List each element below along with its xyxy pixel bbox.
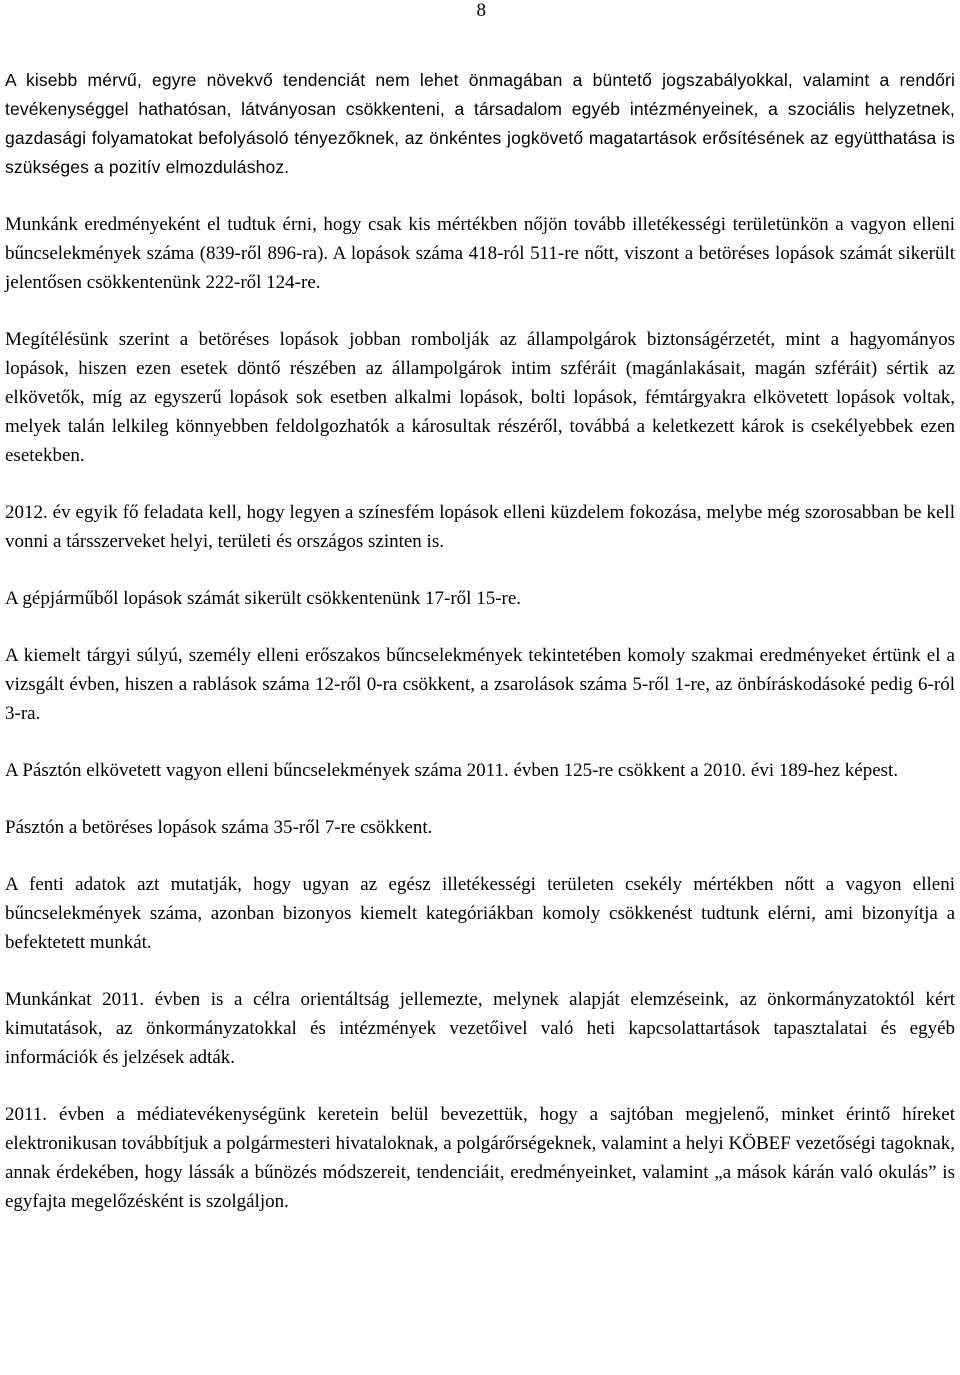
paragraph-property-crimes: Munkánk eredményeként el tudtuk érni, hogy csak kis mértékben nőjön tovább illetékességi területünkön a vagyon elleni bűncselekmények száma (839-ről 896-ra). A lopások száma 418-ról 511-re nőtt, viszont a betöréses lopások számát sikerült jelentősen csökkentenünk 222-ről 124-re. — [5, 214, 955, 293]
paragraph-trend: A kisebb mérvű, egyre növekvő tendenciát nem lehet önmagában a büntető jogszabályokkal, valamint a rendőri tevékenységgel hathatósan, látványosan csökkenteni, a társadalom egyéb intézményeinek, a szociális helyzetnek, gazdasági folyamatokat befolyásoló tényezőknek, az önkéntes jogkövető magatartások erősítésének az együtthatása is szükséges a pozitív elmozduláshoz. — [5, 70, 955, 177]
paragraph-media-activity: 2011. évben a médiatevékenységünk keretein belül bevezettük, hogy a sajtóban megjelenő, minket érintő híreket elektronikusan továbbítjuk a polgármesteri hivataloknak, a polgárőrségeknek, valamint a helyi KÖBEF vezetőségi tagoknak, annak érdekében, hogy lássák a bűnözés módszereit, tendenciáit, eredményeinket, valamint „a mások kárán való okulás” is egyfajta megelőzésként is szolgáljon. — [5, 1104, 955, 1212]
document-body — [5, 66, 955, 1216]
paragraph-paszto-property: A Pásztón elkövetett vagyon elleni bűncselekmények száma 2011. évben 125-re csökkent a 2010. évi 189-hez képest. — [5, 760, 899, 781]
page-number: 8 — [476, 0, 486, 21]
paragraph-violent-crimes: A kiemelt tárgyi súlyú, személy elleni erőszakos bűncselekmények tekintetében komoly szakmai eredményeket értünk el a vizsgált évben, hiszen a rablások száma 12-ről 0-ra csökkent, a zsarolások száma 5-ről 1-re, az önbíráskodásoké pedig 6-ról 3-ra. — [5, 645, 955, 724]
paragraph-work-orientation: Munkánkat 2011. évben is a célra orientáltság jellemezte, melynek alapját elemzéseink, az önkormányzatoktól kért kimutatások, az önkormányzatokkal és intézmények vezetőivel való heti kapcsolattartások tapasztalatai és egyéb információk és jelzések adták. — [5, 989, 955, 1068]
paragraph-summary: A fenti adatok azt mutatják, hogy ugyan az egész illetékességi területen csekély mértékben nőtt a vagyon elleni bűncselekmények száma, azonban bizonyos kiemelt kategóriákban komoly csökkenést tudtunk elérni, ami bizonyítja a befektetett munkát. — [5, 874, 955, 953]
paragraph-paszto-burglary: Pásztón a betöréses lopások száma 35-ről 7-re csökkent. — [5, 817, 433, 838]
paragraph-vehicle-thefts: A gépjárműből lopások számát sikerült csökkentenünk 17-ről 15-re. — [5, 588, 522, 609]
paragraph-burglary-assessment: Megítélésünk szerint a betöréses lopások jobban rombolják az állampolgárok biztonságérzetét, mint a hagyományos lopások, hiszen ezen esetek döntő részében az állampolgárok intim szféráit (magánlakásait, magán szféráit) sértik az elkövetők, míg az egyszerű lopások sok esetben alkalmi lopások, bolti lopások, fémtárgyakra elkövetett lopások voltak, melyek talán lelkileg könnyebben feldolgozhatók a károsultak részéről, továbbá a keletkezett károk is csekélyebbek ezen esetekben. — [5, 329, 955, 466]
paragraph-2012-task: 2012. év egyik fő feladata kell, hogy legyen a színesfém lopások elleni küzdelem fokozása, melybe még szorosabban be kell vonni a társszerveket helyi, területi és országos szinten is. — [5, 502, 955, 552]
